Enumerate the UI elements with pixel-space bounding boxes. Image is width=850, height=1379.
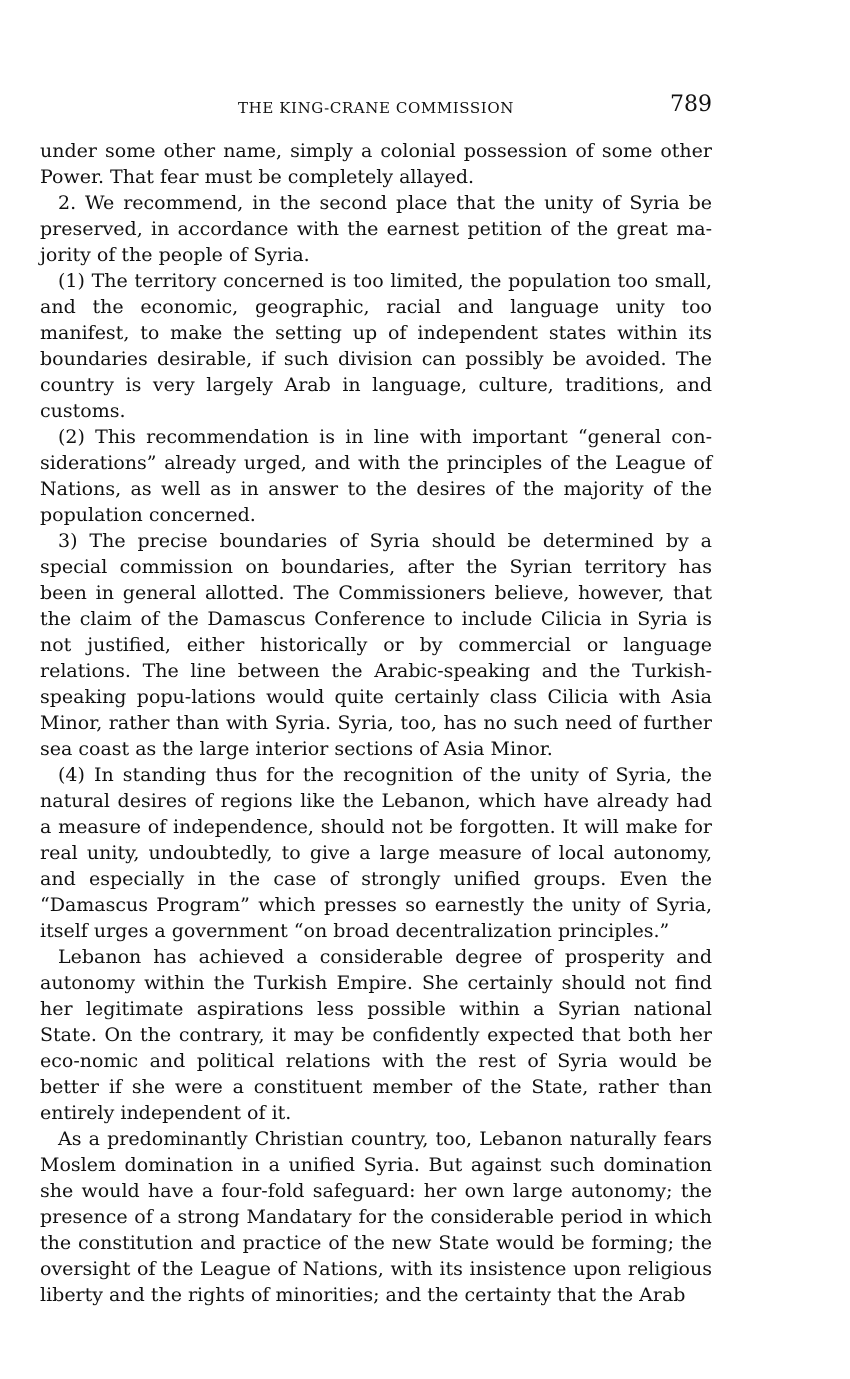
paragraph-lebanon-safeguard: As a predominantly Christian country, too, Lebanon naturally fears Moslem domination in a unified Syria. But against such domination she would have a four-fold safeguard: her own large autonomy; the presence of a strong Mandatary for the considerable period in which the constitution and practice of the new State would be forming; the oversight of the League of Nations, with its insistence upon religious liberty and the rights of minorities; and the certainty that the Arab xyxy=(40,1128,712,1306)
paragraph-point-4: (4) In standing thus for the recognition of the unity of Syria, the natural desires of regions like the Lebanon, which have already had a measure of independence, should not be forgotten. It will make for real unity, undoubtedly, to give a large measure of local autonomy, and especially in the case of strongly unified groups. Even the “Damascus Program” which presses so earnestly the unity of Syria, itself urges a government “on broad decentralization principles.” xyxy=(40,764,712,942)
paragraph-recommendation-2: 2. We recommend, in the second place that the unity of Syria be preserved, in accordance with the earnest petition of the great ma-jority of the people of Syria. xyxy=(40,192,712,266)
document-page xyxy=(40,88,712,1308)
running-header xyxy=(40,88,712,128)
paragraph-point-1: (1) The territory concerned is too limited, the population too small, and the economic, geographic, racial and language unity too manifest, to make the setting up of independent states within its boundaries desirable, if such division can possibly be avoided. The country is very largely Arab in language, culture, traditions, and customs. xyxy=(40,270,712,422)
running-title: THE KING-CRANE COMMISSION xyxy=(238,99,514,117)
page-number: 789 xyxy=(670,92,712,117)
paragraph-point-2: (2) This recommendation is in line with important “general con-siderations” already urged, and with the principles of the League of Nations, as well as in answer to the desires of the majority of the population concerned. xyxy=(40,426,712,526)
body-text xyxy=(40,138,712,1308)
paragraph-lebanon-prosperity: Lebanon has achieved a considerable degree of prosperity and autonomy within the Turkish Empire. She certainly should not find her legitimate aspirations less possible within a Syrian national State. On the contrary, it may be confidently expected that both her eco-nomic and political relations with the rest of Syria would be better if she were a constituent member of the State, rather than entirely independent of it. xyxy=(40,946,712,1124)
paragraph-point-3: 3) The precise boundaries of Syria should be determined by a special commission on boundaries, after the Syrian territory has been in general allotted. The Commissioners believe, however, that the claim of the Damascus Conference to include Cilicia in Syria is not justified, either historically or by commercial or language relations. The line between the Arabic-speaking and the Turkish-speaking popu-lations would quite certainly class Cilicia with Asia Minor, rather than with Syria. Syria, too, has no such need of further sea coast as the large interior sections of Asia Minor. xyxy=(40,530,712,760)
paragraph-continuation: under some other name, simply a colonial possession of some other Power. That fear must be completely allayed. xyxy=(40,140,712,188)
